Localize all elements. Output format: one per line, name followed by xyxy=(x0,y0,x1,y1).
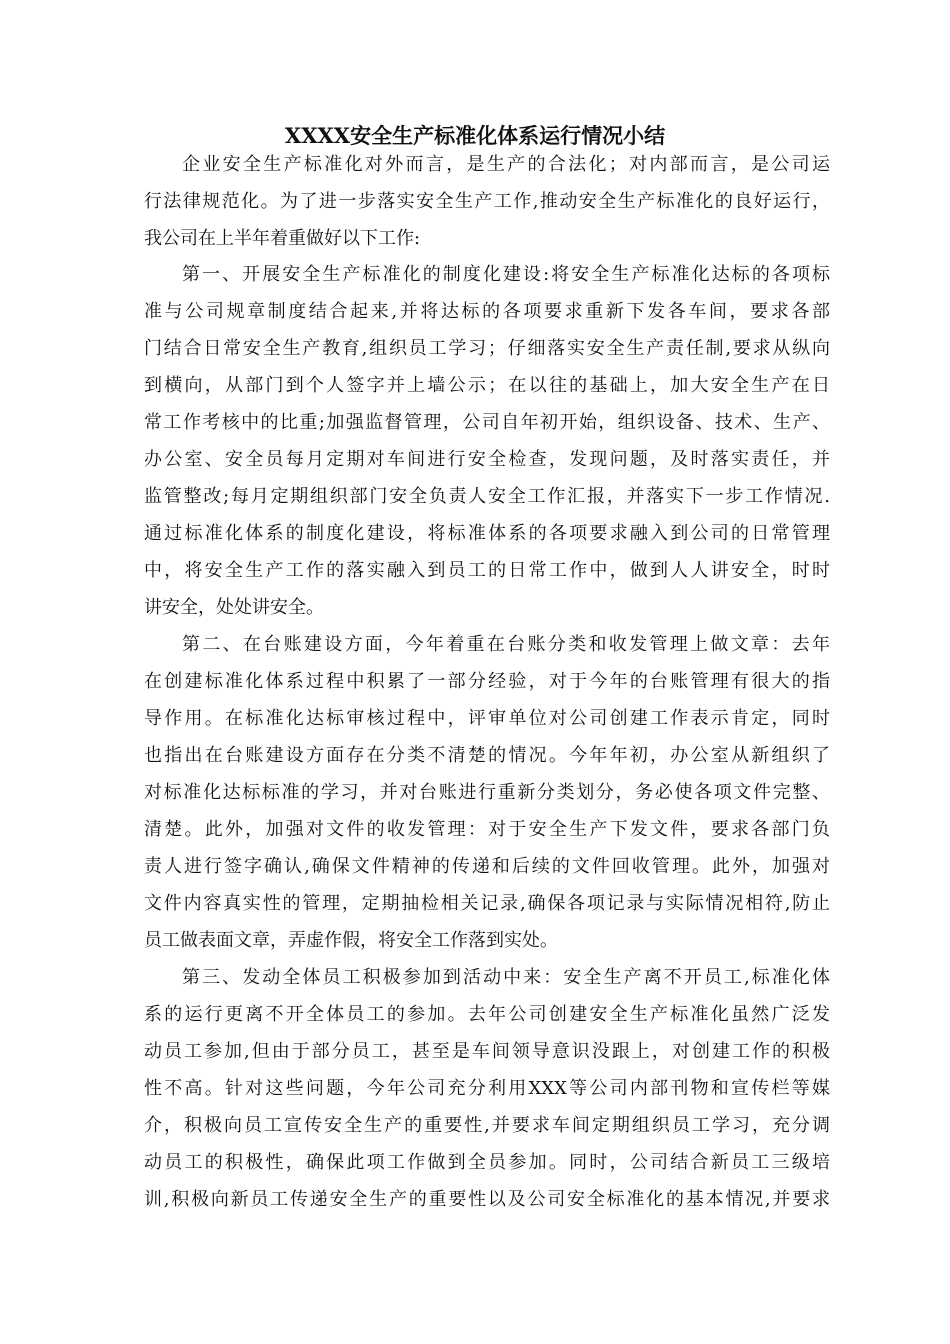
paragraph-line: 到横向，从部门到个人签字并上墙公示；在以往的基础上，加大安全生产在日 xyxy=(144,375,830,396)
paragraph-line: 训,积极向新员工传递安全生产的重要性以及公司安全标准化的基本情况,并要求 xyxy=(144,1189,830,1210)
paragraph-line: 企业安全生产标准化对外而言，是生产的合法化；对内部而言，是公司运 xyxy=(182,154,830,175)
paragraph-line: 办公室、安全员每月定期对车间进行安全检查，发现问题，及时落实责任，并 xyxy=(144,449,830,470)
paragraph-line: 第二、在台账建设方面，今年着重在台账分类和收发管理上做文章：去年 xyxy=(182,634,830,655)
paragraph-line: 员工做表面文章，弄虚作假，将安全工作落到实处。 xyxy=(144,930,558,951)
paragraph-line: 通过标准化体系的制度化建设，将标准体系的各项要求融入到公司的日常管理 xyxy=(144,523,830,544)
paragraph-line: 动员工的积极性，确保此项工作做到全员参加。同时，公司结合新员工三级培 xyxy=(144,1152,830,1173)
paragraph-line: 我公司在上半年着重做好以下工作: xyxy=(144,228,421,249)
paragraph-line: 门结合日常安全生产教育,组织员工学习；仔细落实安全生产责任制,要求从纵向 xyxy=(144,338,830,359)
paragraph-line: 讲安全，处处讲安全。 xyxy=(144,597,324,618)
paragraph-line: 系的运行更离不开全体员工的参加。去年公司创建安全生产标准化虽然广泛发 xyxy=(144,1004,830,1025)
paragraph-line: 准与公司规章制度结合起来,并将达标的各项要求重新下发各车间，要求各部 xyxy=(144,301,830,322)
paragraph-line: 常工作考核中的比重;加强监督管理，公司自年初开始，组织设备、技术、生产、 xyxy=(144,412,830,433)
paragraph-line: 文件内容真实性的管理，定期抽检相关记录,确保各项记录与实际情况相符,防止 xyxy=(144,893,830,914)
paragraph-line: 责人进行签字确认,确保文件精神的传递和后续的文件回收管理。此外，加强对 xyxy=(144,856,830,877)
paragraph-line: 监管整改;每月定期组织部门安全负责人安全工作汇报，并落实下一步工作情况. xyxy=(144,486,830,507)
paragraph-line: 清楚。此外，加强对文件的收发管理：对于安全生产下发文件，要求各部门负 xyxy=(144,819,830,840)
paragraph-line: 也指出在台账建设方面存在分类不清楚的情况。今年年初，办公室从新组织了 xyxy=(144,745,830,766)
paragraph-line: 动员工参加,但由于部分员工，甚至是车间领导意识没跟上，对创建工作的积极 xyxy=(144,1041,830,1062)
paragraph-line: 在创建标准化体系过程中积累了一部分经验，对于今年的台账管理有很大的指 xyxy=(144,671,830,692)
paragraph-line: 第一、开展安全生产标准化的制度化建设:将安全生产标准化达标的各项标 xyxy=(182,264,830,285)
paragraph-line: 对标准化达标标准的学习，并对台账进行重新分类划分，务必使各项文件完整、 xyxy=(144,782,830,803)
paragraph-line: 中，将安全生产工作的落实融入到员工的日常工作中，做到人人讲安全，时时 xyxy=(144,560,830,581)
paragraph-line: 导作用。在标准化达标审核过程中，评审单位对公司创建工作表示肯定，同时 xyxy=(144,708,830,729)
paragraph-line: 第三、发动全体员工积极参加到活动中来：安全生产离不开员工,标准化体 xyxy=(182,967,830,988)
paragraph-line: 行法律规范化。为了进一步落实安全生产工作,推动安全生产标准化的良好运行， xyxy=(144,191,830,212)
document-title: XXXX安全生产标准化体系运行情况小结 xyxy=(284,123,666,148)
paragraph-line: 介，积极向员工宣传安全生产的重要性,并要求车间定期组织员工学习，充分调 xyxy=(144,1115,830,1136)
paragraph-line: 性不高。针对这些问题，今年公司充分利用XXX等公司内部刊物和宣传栏等媒 xyxy=(144,1078,830,1099)
